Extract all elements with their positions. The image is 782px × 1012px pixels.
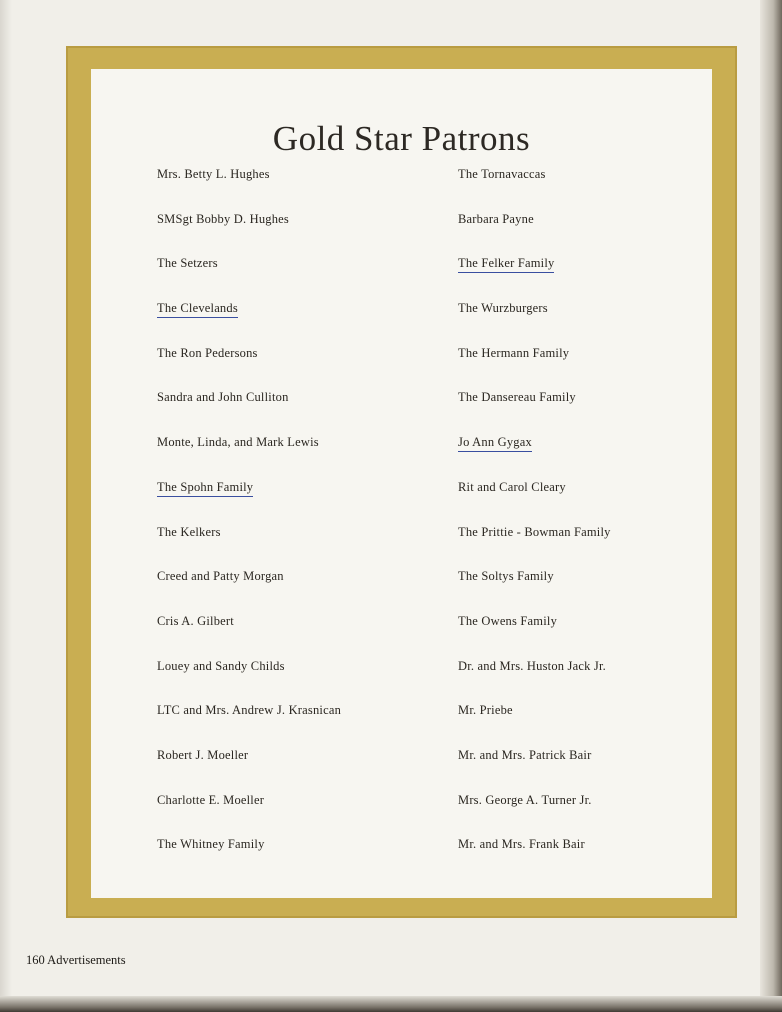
patron-name [157,212,341,257]
patron-name [458,480,611,525]
patron-name-text: Rit and Carol Cleary [458,479,566,494]
patron-name-text: Jo Ann Gygax [458,435,532,452]
patron-name [458,748,611,793]
page-footer: 160 Advertisements [26,953,126,967]
patron-name-text: Sandra and John Culliton [157,390,289,405]
patron-name [157,569,341,614]
patron-name-text: The Spohn Family [157,480,253,497]
patron-name [458,525,611,570]
patron-name-text: Mrs. Betty L. Hughes [157,167,270,181]
patron-name-text: Mr. and Mrs. Frank Bair [458,837,585,852]
patron-name [458,614,611,659]
patron-name-text: Cris A. Gilbert [157,613,234,628]
patron-name-text: The Soltys Family [458,569,554,584]
patron-name [458,301,611,346]
patron-name [458,435,611,480]
patron-name-text: The Setzers [157,256,218,271]
page-gutter-shadow [0,0,12,1012]
patron-name-text: Mrs. George A. Turner Jr. [458,792,592,807]
left-patron-column [157,167,341,882]
patron-name [157,659,341,704]
patron-name [157,435,341,480]
patron-name-text: The Owens Family [458,613,558,628]
patron-name-text: The Hermann Family [458,345,570,360]
patron-name-text: The Dansereau Family [458,390,576,405]
patron-name [458,212,611,257]
patron-name-text: Creed and Patty Morgan [157,569,284,584]
patron-name-text: Barbara Payne [458,211,534,226]
patron-panel [91,69,712,898]
patron-name [458,793,611,838]
patron-name [157,256,341,301]
patron-name [458,837,611,882]
patron-name-text: The Whitney Family [157,837,265,852]
page-bottom-edge [0,996,782,1012]
patron-name [157,793,341,838]
patron-name-text: Robert J. Moeller [157,747,249,762]
patron-name [157,837,341,882]
patron-name [458,703,611,748]
gold-frame [66,46,737,918]
patron-name [157,167,341,212]
patron-name [458,346,611,391]
patron-name [157,346,341,391]
patron-name [157,390,341,435]
patron-name [157,301,341,346]
patron-name-text: The Ron Pedersons [157,345,258,360]
right-patron-column [458,167,611,882]
patron-name [157,480,341,525]
patron-name-text: Monte, Linda, and Mark Lewis [157,435,319,450]
patron-name-text: Mr. Priebe [458,703,513,718]
patron-name [458,256,611,301]
patron-name-text: Charlotte E. Moeller [157,792,265,807]
patron-name [157,525,341,570]
patron-name-text: The Clevelands [157,301,238,318]
patron-name-text: Louey and Sandy Childs [157,658,285,673]
patron-name [157,703,341,748]
patron-name-text: Mr. and Mrs. Patrick Bair [458,747,592,762]
patron-name [458,390,611,435]
patron-name-text: The Tornavaccas [458,167,546,181]
patron-name [458,659,611,704]
patron-name [458,569,611,614]
patron-name-text: SMSgt Bobby D. Hughes [157,211,289,226]
page-title: Gold Star Patrons [272,119,531,158]
patron-name [157,748,341,793]
page-edge [760,0,782,1012]
patron-name-text: The Prittie - Bowman Family [458,524,611,539]
patron-name [157,614,341,659]
patron-name-text: The Kelkers [157,524,221,539]
patron-name-text: The Felker Family [458,256,554,273]
patron-name-text: LTC and Mrs. Andrew J. Krasnican [157,703,342,718]
patron-name-text: The Wurzburgers [458,301,548,316]
patron-name [458,167,611,212]
patron-name-text: Dr. and Mrs. Huston Jack Jr. [458,658,606,673]
